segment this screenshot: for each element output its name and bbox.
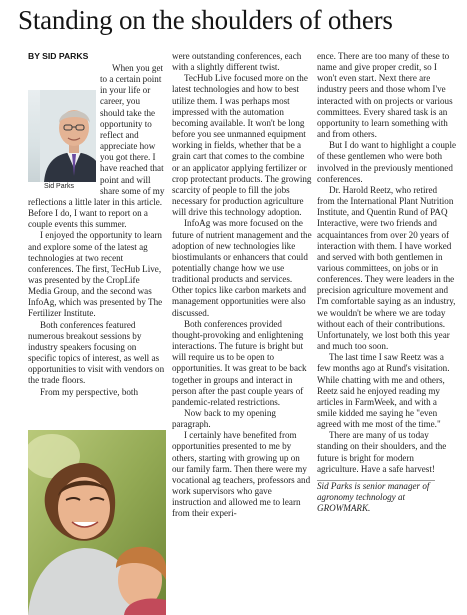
photo-caption: Sid Parks [44,183,74,190]
author-photo-block [28,90,96,192]
paragraph-text: When you get to a certain point in your life or career, you should take the opportunity to reflect and appreciate how you got there. I have reached that point and will share some of my reflections a little later in this article. Before I do, I want to report on a couple events this summer. [28,63,165,230]
byline: BY SID PARKS [28,51,89,61]
paragraph [28,63,165,230]
paragraph: were outstanding conferences, each with a slightly different twist. [172,51,302,73]
paragraph: InfoAg was more focused on the future of nutrient management and the adoption of new technologies like biostimulants or enhancers that could potentially change how we use traditional products and services. Other topics like carbon markets and management opportunities were also discussed. [172,218,312,318]
paragraph: There are many of us today standing on their shoulders, and the future is bright for modern agriculture. Have a safe harvest! [317,430,447,474]
column-2 [172,51,312,520]
paragraph: Dr. Harold Reetz, who retired from the International Plant Nutrition Institute, and Quentin Rund of PAQ Interactive, were two friends and acquaintances from over 20 years of interaction with them. I have worked and served with both gentlemen in various committees, on jobs or in conferences. They were leaders in the precision agriculture movement and I'm comfortable saying as an industry, we wouldn't be where we are today without each of their contributions. Unfortunately, we lost both this year and much too soon. [317,184,456,352]
column-1 [28,51,165,398]
paragraph: From my perspective, both [40,386,138,397]
paragraph: I enjoyed the opportunity to learn and explore some of the latest ag technologies at two recent conferences. The first, TecHub Live, was presented by the CropLife Media Group, and the second was InfoAg, which was presented by The Fertilizer Institute. [28,230,163,319]
article-title: Standing on the shoulders of others [18,5,393,35]
paragraph: TecHub Live focused more on the latest technologies and how to best utilize them. I was perhaps most impressed with the automation becoming available. It won't be long before you see unmanned equipment working in fields, whether that be a grain cart that comes to the combine or an applicator applying fertilizer or crop protectant products. The growing scarcity of people to fill the jobs necessary for production agriculture will drive this technology adoption. [172,73,312,218]
author-photo [28,90,96,182]
paragraph: The last time I saw Reetz was a few months ago at Rund's visitation. While chatting with me and others, Reetz said he enjoyed reading my articles in FarmWeek, and with a smile kidded me saying he "even agreed with me most of the time." [317,352,450,430]
family-photo-illustration [28,430,166,615]
paragraph: Both conferences featured numerous breakout sessions by industry speakers focusing on specific topics of interest, as well as opportunities to visit with vendors on the trade floors. [28,319,165,386]
paragraph: But I do want to highlight a couple of these gentlemen who were both involved in the previously mentioned conferences. [317,140,457,184]
paragraph: ence. There are too many of these to name and give proper credit, so I won't even start. Next there are industry peers and those whom I've interacted with on projects or various committees. Every shared task is an opportunity to learn something with and from others. [317,51,453,140]
paragraph: Now back to my opening paragraph. [172,408,276,430]
author-portrait-illustration [40,90,96,182]
paragraph: I certainly have benefited from opportunities presented to me by others, starting with growing up on our family farm. Then there were my vocational ag teachers, professors and work supervisors who gave instruction and allowed me to learn from their experi- [172,430,311,519]
author-bio: Sid Parks is senior manager of agronomy technology at GROWMARK. [317,480,430,514]
paragraph: Both conferences provided thought-provoking and enlightening interactions. The future is bright but will require us to be open to opportunities. It was great to be back together in groups and interact in person after the past couple years of pandemic-related restrictions. [172,318,307,407]
column-3 [317,51,457,514]
family-photo [28,430,166,615]
